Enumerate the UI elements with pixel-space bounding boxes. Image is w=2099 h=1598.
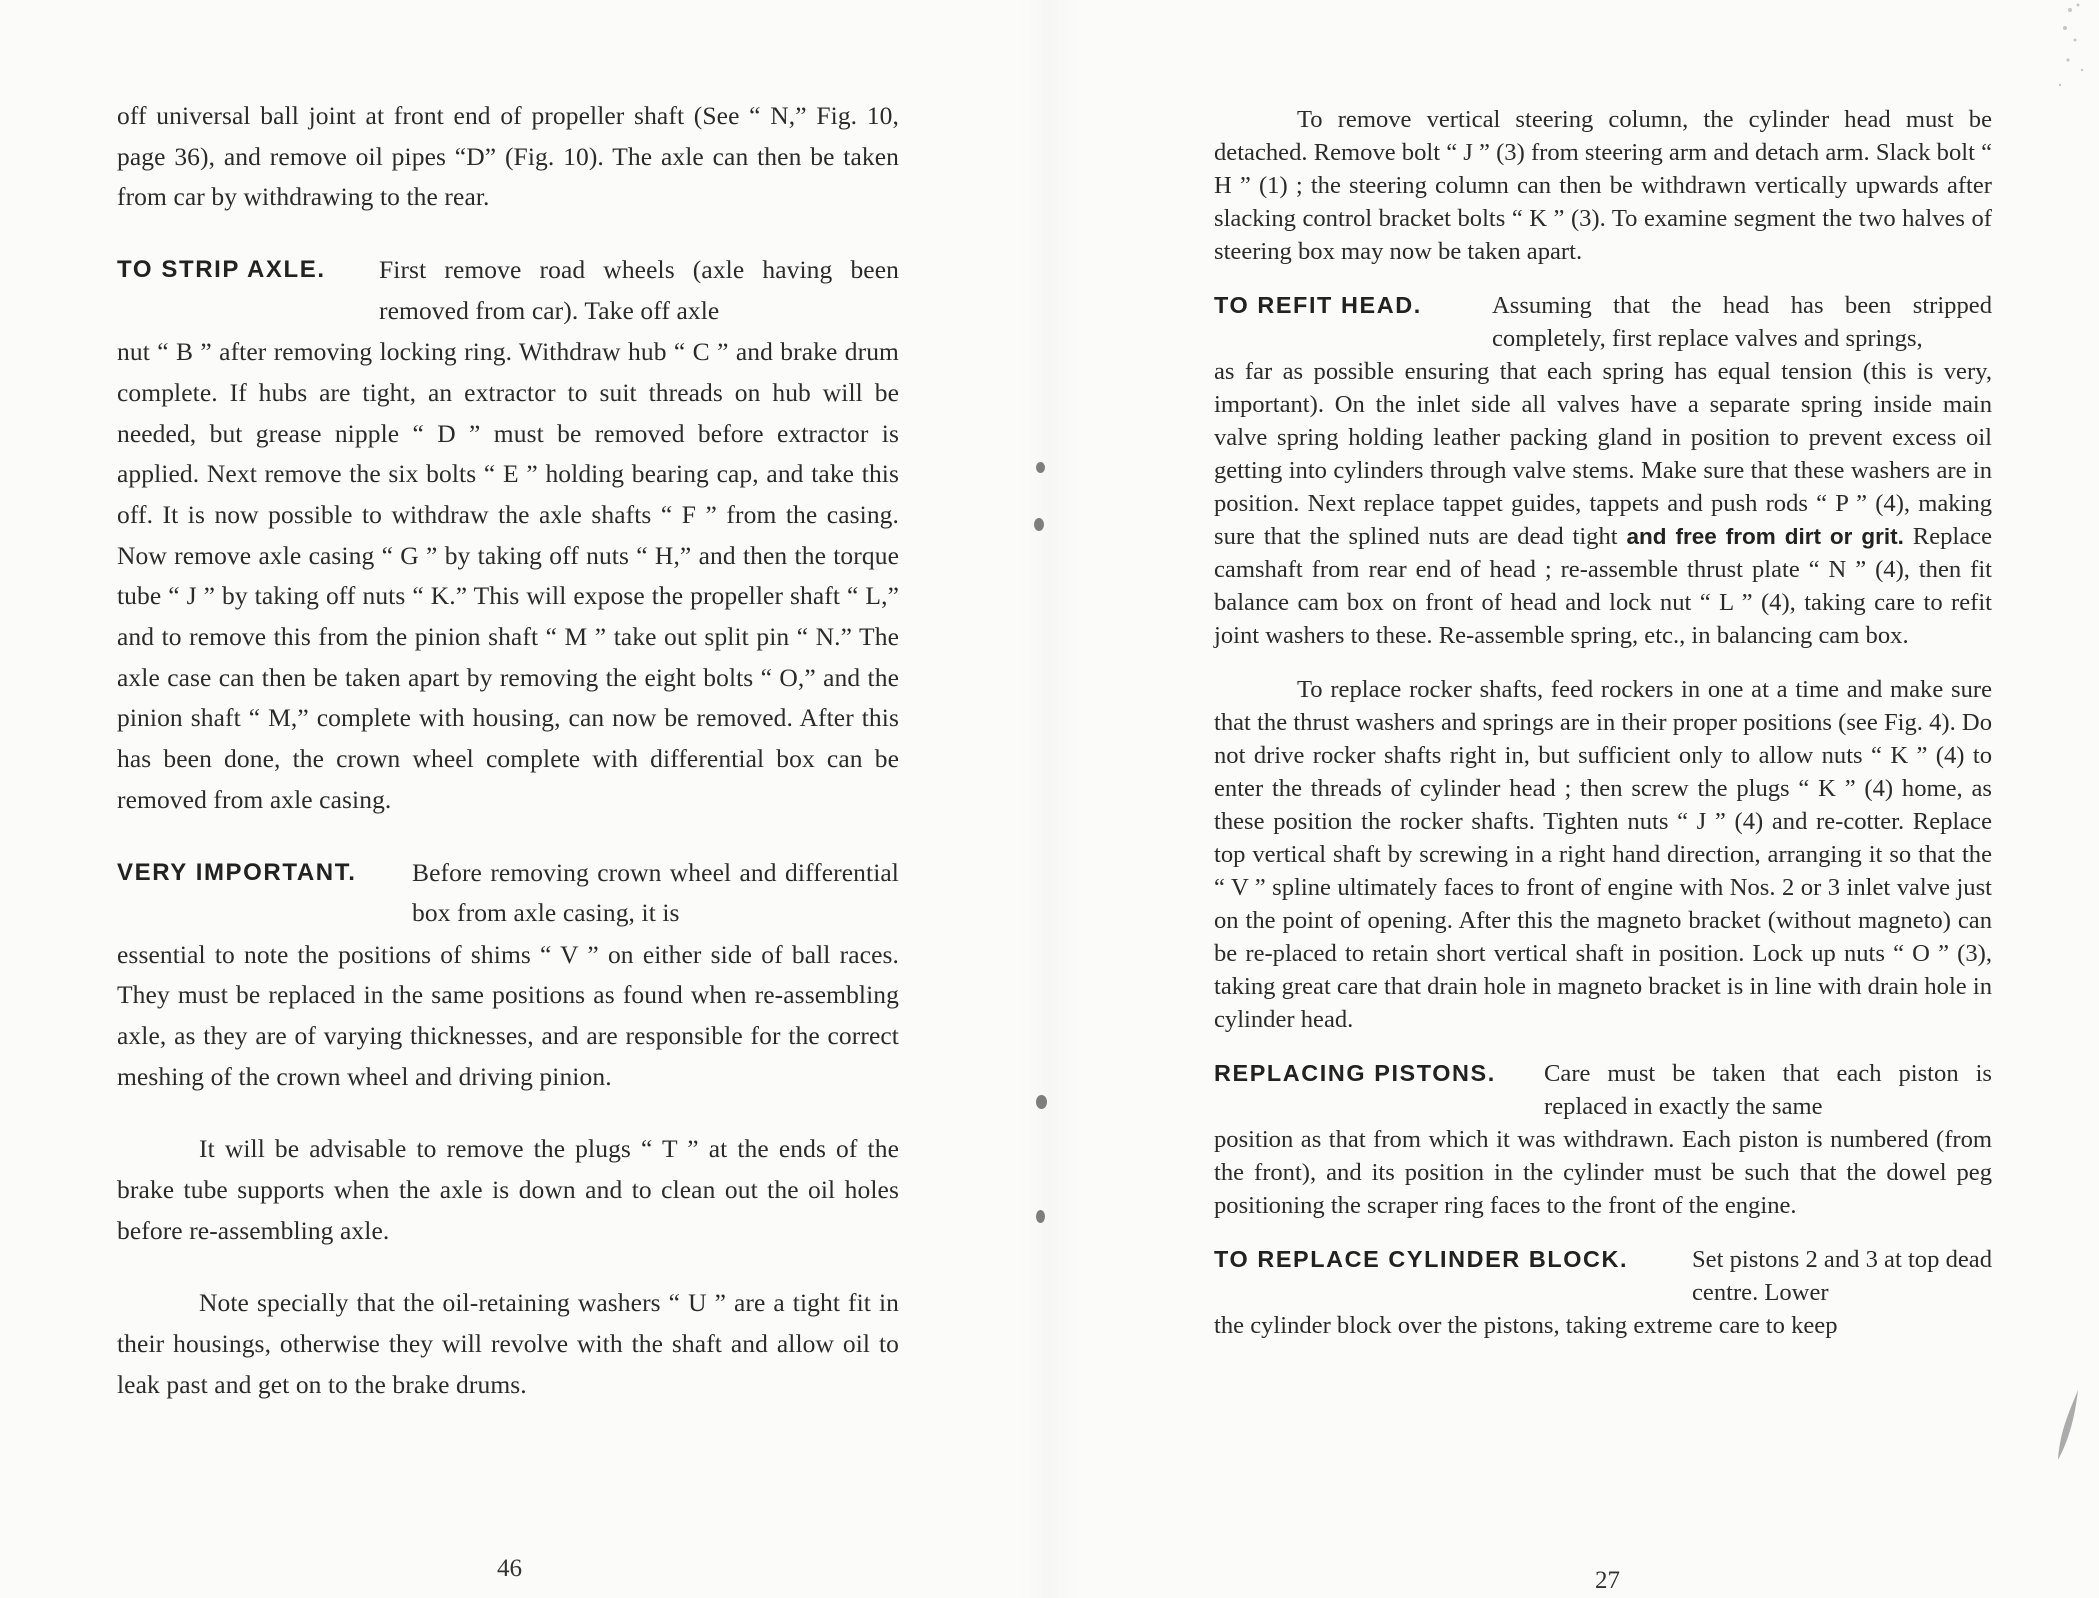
section-hang-text: Before removing crown wheel and differential box from axle casing, it is xyxy=(412,857,899,928)
left-page-text-column xyxy=(117,96,899,1406)
section-body xyxy=(1214,355,1992,652)
margin-smudge-icon xyxy=(2040,0,2099,100)
section-heading: TO STRIP AXLE. xyxy=(117,256,326,284)
section-body: the cylinder block over the pistons, taking extreme care to keep xyxy=(1214,1312,1838,1339)
section-heading: VERY IMPORTANT. xyxy=(117,858,357,886)
washers-paragraph: Note specially that the oil-retaining washers “ U ” are a tight fit in their housings, otherwise they will revolve with the shaft and allow oil to leak past and get on to the brake drums. xyxy=(117,1288,899,1399)
section-heading: TO REFIT HEAD. xyxy=(1214,292,1422,318)
section-hang-text: First remove road wheels (axle having been removed from car). Take off axle xyxy=(379,255,899,325)
steering-column-paragraph: To remove vertical steering column, the cylinder head must be detached. Remove bolt “ J ” (3) from steering arm and detach arm. Slack bolt “ H ” (1) ; the steering column can then be withdrawn vertically upwards after slacking control bracket bolts “ K ” (3). To examine segment the two halves of steering box may now be taken apart. xyxy=(1214,106,1992,265)
binding-speck xyxy=(1036,1210,1045,1223)
section-hang-text: Assuming that the head has been stripped completely, first replace valves and springs, xyxy=(1492,292,1992,352)
section-body: essential to note the positions of shims “ V ” on either side of ball races. They must be replaced in the same positions as found when re-assembling axle, as they are of varying thicknesses, and are responsible for the correct meshing of the crown wheel and driving pinion. xyxy=(117,939,899,1091)
right-page-text-column xyxy=(1214,103,1992,1342)
section-body: position as that from which it was withdrawn. Each piston is numbered (from the front), and its position in the cylinder must be such that the dowel peg positioning the scraper ring faces to the front of the engine. xyxy=(1214,1126,1992,1219)
emphasis-text: and free from dirt or grit. xyxy=(1626,524,1904,549)
binding-speck xyxy=(1036,1095,1047,1109)
page-number: 27 xyxy=(1595,1567,1620,1594)
section-body: nut “ B ” after removing locking ring. Withdraw hub “ C ” and brake drum complete. If hubs are tight, an extractor to suit threads on hub will be needed, but grease nipple “ D ” must be removed before extractor is applied. Next remove the six bolts “ E ” holding bearing cap, and take this off. It is now possible to withdraw the axle shafts “ F ” from the casing. Now remove axle casing “ G ” by taking off nuts “ H,” and then the torque tube “ J ” by taking off nuts “ K.” This will expose the propeller shaft “ L,” and to remove this from the pinion shaft “ M ” take out split pin “ N.” The axle case can then be taken apart by removing the eight bolts “ O,” and the pinion shaft “ M,” complete with housing, can now be removed. After this has been done, the crown wheel complete with differential box can be removed from axle casing. xyxy=(117,337,899,814)
section-very-important xyxy=(117,853,899,1098)
section-heading: REPLACING PISTONS. xyxy=(1214,1060,1496,1086)
section-replace-cylinder-block xyxy=(1214,1243,1992,1342)
feather-mark-icon xyxy=(2048,1385,2088,1475)
body-text: as far as possible ensuring that each spring has equal tension (this is very, important). On the inlet side all valves have a separate spring inside main valve spring holding leather packing gland in position to prevent excess oil getting into cylinders through valve stems. Make sure that these washers are in position. Next replace tappet guides, tappets and push rods “ P ” (4), making sure that the splined nuts are dead tight xyxy=(1214,358,1992,550)
continuation-paragraph: off universal ball joint at front end of propeller shaft (See “ N,” Fig. 10, page 36), and remove oil pipes “D” (Fig. 10). The axle can then be taken from car by withdrawing to the rear. xyxy=(117,101,899,212)
section-hang-text: Set pistons 2 and 3 at top dead centre. Lower xyxy=(1692,1246,1992,1306)
section-refit-head xyxy=(1214,289,1992,652)
body-text: Replace camshaft from rear end of head ; re-assemble thrust plate “ N ” (4), then fit balance cam box on front of head and lock nut “ L ” (4), taking care to refit joint washers to these. Re-assemble spring, etc., in balancing cam box. xyxy=(1214,523,1992,649)
binding-speck xyxy=(1036,462,1045,473)
right-page xyxy=(1040,0,2099,1598)
page-number: 46 xyxy=(497,1555,522,1582)
section-heading: TO REPLACE CYLINDER BLOCK. xyxy=(1214,1246,1629,1272)
rocker-shafts-paragraph: To replace rocker shafts, feed rockers in one at a time and make sure that the thrust washers and springs are in their proper positions (see Fig. 4). Do not drive rocker shafts right in, but sufficient only to allow nuts “ K ” (4) to enter the threads of cylinder head ; then screw the plugs “ K ” (4) home, as these position the rocker shafts. Tighten nuts “ J ” (4) and re-cotter. Replace top vertical shaft by screwing in a right hand direction, arranging it so that the “ V ” spline ultimately faces to front of engine with Nos. 2 or 3 inlet valve just on the point of opening. After this the magneto bracket (without magneto) can be re-placed to retain short vertical shaft in position. Lock up nuts “ O ” (3), taking great care that drain hole in magneto bracket is in line with drain hole in cylinder head. xyxy=(1214,676,1992,1033)
plugs-paragraph: It will be advisable to remove the plugs “ T ” at the ends of the brake tube supports when the axle is down and to clean out the oil holes before re-assembling axle. xyxy=(117,1134,899,1245)
binding-speck xyxy=(1034,518,1044,531)
section-strip-axle xyxy=(117,250,899,820)
section-hang-text: Care must be taken that each piston is replaced in exactly the same xyxy=(1544,1060,1992,1120)
section-replacing-pistons xyxy=(1214,1057,1992,1222)
left-page xyxy=(0,0,1030,1598)
